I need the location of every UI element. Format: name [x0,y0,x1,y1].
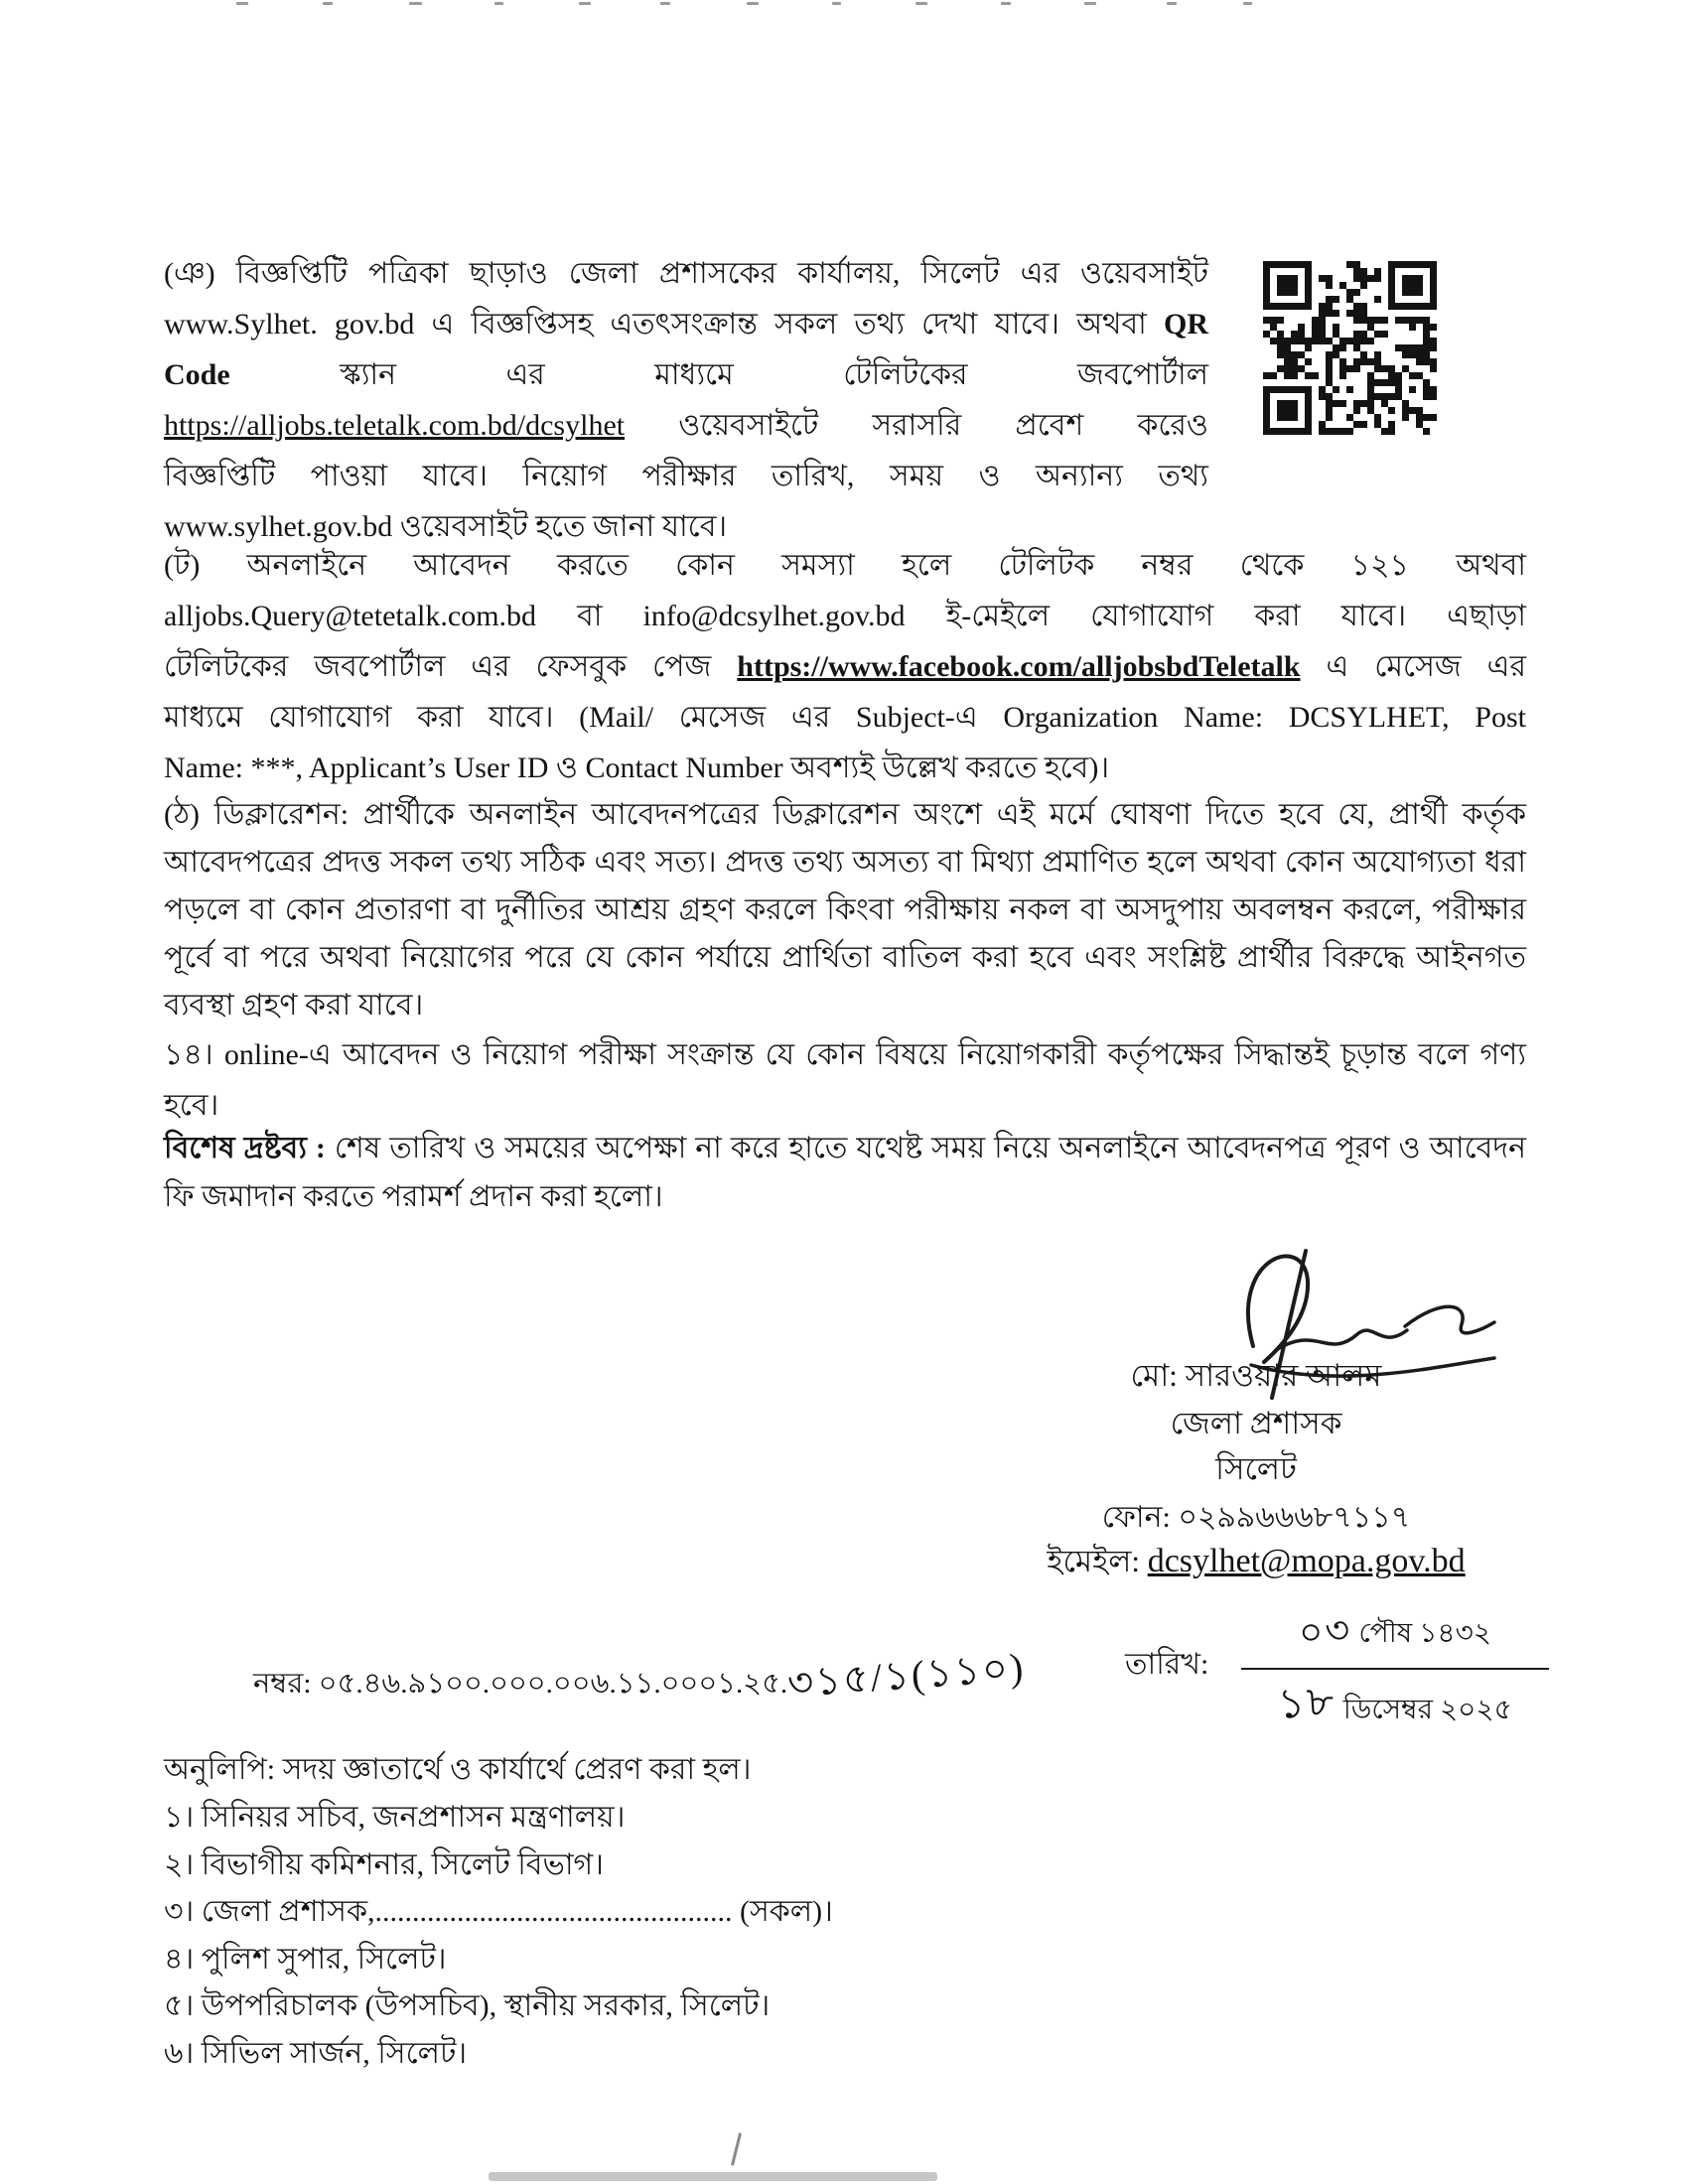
distribution-item-3: ৩। জেলা প্রশাসক,................................................ (সকল)। [164,1895,833,1928]
clause-nyo-line-5: বিজ্ঞপ্তিটি পাওয়া যাবে। নিয়োগ পরীক্ষার তারিখ, সময় ও অন্যান্য তথ্য [164,460,1208,492]
clause-nyo [164,248,1208,552]
distribution-item-5: ৫। উপপরিচালক (উপসচিব), স্থানীয় সরকার, সিলেট। [164,1989,771,2022]
clause-nyo-line-1: (ঞ) বিজ্ঞপ্তিটি পত্রিকা ছাড়াও জেলা প্রশাসকের কার্যালয়, সিলেট এর ওয়েবসাইট [164,257,1208,290]
signer-email-address: dcsylhet@mopa.gov.bd [1147,1543,1466,1579]
distribution-item-4: ৪। পুলিশ সুপার, সিলেট। [164,1943,447,1976]
clause-nyo-line-6: www.sylhet.gov.bd ওয়েবসাইট হতে জানা যাবে। [164,510,728,543]
signer-title: জেলা প্রশাসক [1170,1406,1342,1440]
signer-name: মো: সারওয়ার আলম [1130,1358,1382,1393]
qr-word: QR [1164,308,1209,341]
date-fraction [1241,1600,1549,1742]
clause-14 [164,1029,1526,1131]
signer-email: ইমেইল: dcsylhet@mopa.gov.bd [1047,1543,1466,1579]
special-note [164,1124,1526,1221]
clause-to [164,540,1526,793]
scan-artifact-pen-mark [731,2132,742,2166]
memo-number: নম্বর: ০৫.৪৬.৯১০০.০০০.০০৬.১১.০০০১.২৫.৩১৫/১(১১০) [253,1648,1026,1714]
code-word: Code [164,358,230,391]
special-note-line-2: ফি জমাদান করতে পরামর্শ প্রদান করা হলো। [164,1180,663,1213]
scan-artifact-bottom-strip [489,2172,937,2181]
clause-tho-line-2: আবেদপত্রের প্রদত্ত সকল তথ্য সঠিক এবং সত্য। প্রদত্ত তথ্য অসত্য বা মিথ্যা প্রমাণিত হলে অথবা কোন অযোগ্যতা ধরা [164,846,1526,879]
clause-to-line-5: Name: ***, Applicant’s User ID ও Contact Number অবশ্যই উল্লেখ করতে হবে)। [164,751,1110,784]
memo-number-handwritten: ৩১৫/১(১১০) [785,1644,1027,1706]
signer-place: সিলেট [1215,1451,1297,1486]
special-note-label: বিশেষ দ্রষ্টব্য : [164,1132,326,1164]
clause-nyo-line-3: Code স্ক্যান এর মাধ্যমে টেলিটকের জবপোর্টাল [164,358,1209,391]
date-label: তারিখ: [1125,1648,1209,1681]
clause-tho-line-1: (ঠ) ডিক্লারেশন: প্রার্থীকে অনলাইন আবেদনপত্রের ডিক্লারেশন অংশে এই মর্মে ঘোষণা দিতে হবে যে, প্রার্থী কর্তৃক [164,798,1526,831]
distribution-item-1: ১। সিনিয়র সচিব, জনপ্রশাসন মন্ত্রণালয়। [164,1801,626,1834]
clause-to-line-2: alljobs.Query@tetetalk.com.bd বা info@dcsylhet.gov.bd ই-মেইলে যোগাযোগ করা যাবে। এছাড়া [164,600,1526,632]
date-en-day-handwritten: ১৮ [1276,1679,1338,1728]
date-bn-day-handwritten: ০৩ [1297,1609,1353,1655]
clause-nyo-line-2: www.Sylhet. gov.bd এ বিজ্ঞপ্তিসহ এতৎসংক্রান্ত সকল তথ্য দেখা যাবে। অথবা QR [164,308,1209,341]
clause-14-line-1: ১৪। online-এ আবেদন ও নিয়োগ পরীক্ষা সংক্রান্ত যে কোন বিষয়ে নিয়োগকারী কর্তৃপক্ষের সিদ্ধান্তই চূড়ান্ত বলে গণ্য [164,1038,1526,1071]
clause-14-line-2: হবে। [164,1089,219,1122]
qr-code-image [1263,261,1437,435]
clause-tho-line-5: ব্যবস্থা গ্রহণ করা যাবে। [164,989,424,1022]
distribution-item-6: ৬। সিভিল সার্জন, সিলেট। [164,2037,468,2070]
clause-tho [164,791,1526,1029]
clause-to-line-4: মাধ্যমে যোগাযোগ করা যাবে। (Mail/ মেসেজ এর Subject-এ Organization Name: DCSYLHET, Post [164,701,1526,734]
date-bengali-calendar: ০৩ পৌষ ১৪৩২ [1241,1600,1549,1670]
distribution-item-2: ২। বিভাগীয় কমিশনার, সিলেট বিভাগ। [164,1848,604,1881]
date-gregorian: ১৮ ডিসেম্বর ২০২৫ [1241,1670,1549,1742]
signer-phone: ফোন: ০২৯৯৬৬৬৮৭১১৭ [1101,1501,1411,1534]
clause-tho-line-4: পূর্বে বা পরে অথবা নিয়োগের পরে যে কোন পর্যায়ে প্রার্থিতা বাতিল করা হবে এবং সংশ্লিষ্ট প্রার্থীর বিরুদ্ধে আইনগত [164,941,1526,974]
facebook-url: https://www.facebook.com/alljobsbdTeletalk [737,650,1301,683]
clause-tho-line-3: পড়লে বা কোন প্রতারণা বা দুর্নীতির আশ্রয় গ্রহণ করলে কিংবা পরীক্ষায় নকল বা অসদুপায় অবলম্বন করলে, পরীক্ষার [164,893,1526,926]
clause-to-line-3: টেলিটকের জবপোর্টাল এর ফেসবুক পেজ https://www.facebook.com/alljobsbdTeletalk এ মেসেজ এর [164,650,1527,683]
special-note-line-1: বিশেষ দ্রষ্টব্য : শেষ তারিখ ও সময়ের অপেক্ষা না করে হাতে যথেষ্ট সময় নিয়ে অনলাইনে আবেদনপত্র পূরণ ও আবেদন [164,1132,1527,1164]
clause-to-line-1: (ট) অনলাইনে আবেদন করতে কোন সমস্যা হলে টেলিটক নম্বর থেকে ১২১ অথবা [164,549,1526,582]
clause-nyo-line-4: https://alljobs.teletalk.com.bd/dcsylhet ওয়েবসাইটে সরাসরি প্রবেশ করেও [164,409,1208,442]
distribution-heading: অনুলিপি: সদয় জ্ঞাতার্থে ও কার্যার্থে প্রেরণ করা হল। [164,1753,752,1786]
alljobs-url: https://alljobs.teletalk.com.bd/dcsylhet [164,409,626,442]
